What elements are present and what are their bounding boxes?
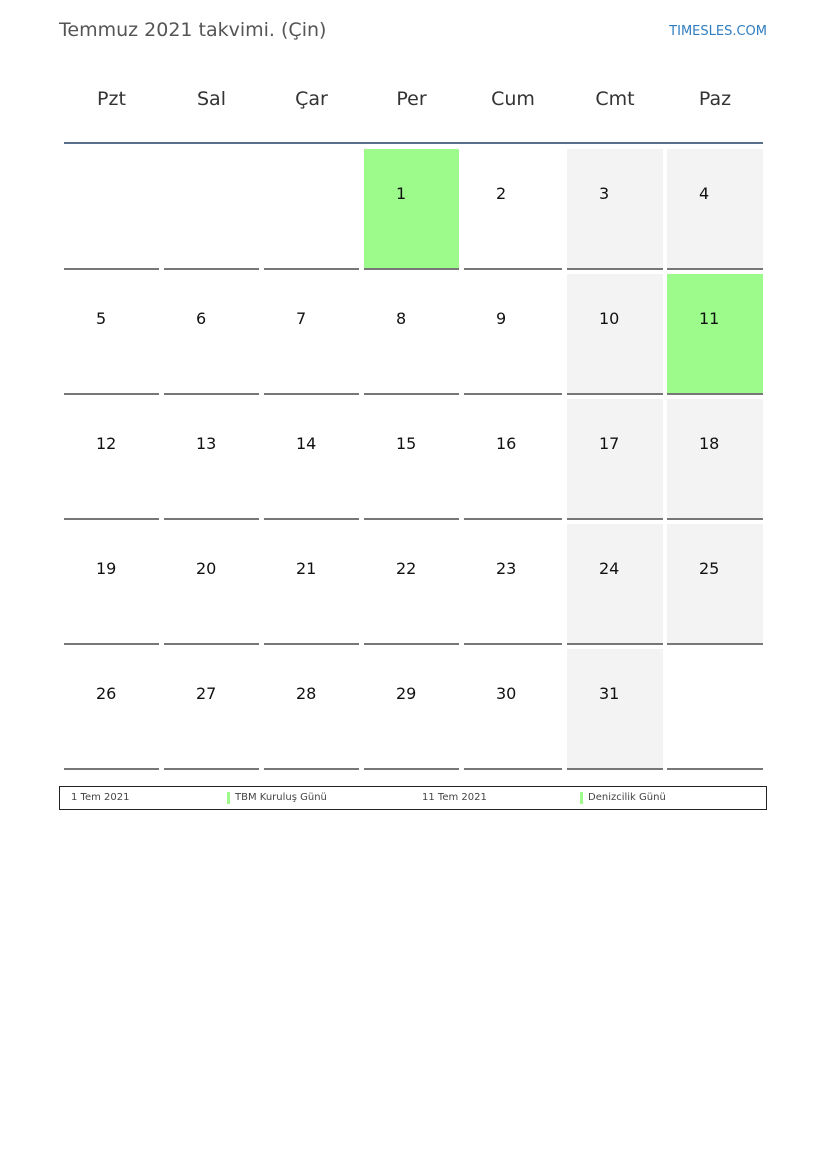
day-cell[interactable]: [667, 524, 763, 645]
weekday-fri: Cum: [491, 88, 535, 110]
day-number: 28: [296, 684, 317, 703]
day-number: 9: [496, 309, 507, 328]
empty-day-cell: [164, 149, 259, 270]
day-cell[interactable]: [264, 649, 359, 770]
weekday-wed: Çar: [295, 88, 328, 110]
weekday-thu: Per: [396, 88, 427, 110]
holiday-color-marker: [580, 792, 583, 804]
day-number: 20: [196, 559, 217, 578]
day-cell[interactable]: [464, 149, 562, 270]
day-cell[interactable]: [64, 274, 159, 395]
day-cell[interactable]: [464, 524, 562, 645]
day-number: 22: [396, 559, 417, 578]
day-number: 23: [496, 559, 517, 578]
holiday-day-cell[interactable]: [667, 274, 763, 395]
day-number: 7: [296, 309, 307, 328]
day-cell[interactable]: [667, 399, 763, 520]
brand-link[interactable]: TIMESLES.COM: [669, 24, 767, 39]
weekday-sat: Cmt: [595, 88, 635, 110]
day-cell[interactable]: [364, 399, 459, 520]
day-number: 10: [599, 309, 620, 328]
day-cell[interactable]: [264, 274, 359, 395]
day-number: 14: [296, 434, 317, 453]
weekday-tue: Sal: [197, 88, 226, 110]
day-number: 24: [599, 559, 620, 578]
page-title: Temmuz 2021 takvimi. (Çin): [59, 19, 327, 41]
legend-holiday-name: TBM Kuruluş Günü: [235, 792, 327, 803]
day-cell[interactable]: [64, 649, 159, 770]
day-cell[interactable]: [364, 649, 459, 770]
empty-day-cell: [264, 149, 359, 270]
weekday-sun: Paz: [698, 88, 732, 110]
header-divider: [64, 142, 763, 144]
day-number: 8: [396, 309, 407, 328]
day-number: 26: [96, 684, 117, 703]
holiday-legend: [59, 786, 767, 810]
day-cell[interactable]: [567, 524, 663, 645]
day-cell[interactable]: [567, 274, 663, 395]
day-cell[interactable]: [164, 274, 259, 395]
day-number: 17: [599, 434, 620, 453]
legend-holiday-name: Denizcilik Günü: [588, 792, 666, 803]
day-cell[interactable]: [567, 149, 663, 270]
day-number: 3: [599, 184, 610, 203]
day-number: 27: [196, 684, 217, 703]
day-number: 1: [396, 184, 407, 203]
day-number: 15: [396, 434, 417, 453]
day-cell[interactable]: [464, 274, 562, 395]
day-cell[interactable]: [667, 149, 763, 270]
day-number: 21: [296, 559, 317, 578]
day-number: 30: [496, 684, 517, 703]
day-number: 5: [96, 309, 107, 328]
day-number: 6: [196, 309, 207, 328]
empty-day-cell: [667, 649, 763, 770]
holiday-day-cell[interactable]: [364, 149, 459, 270]
weekday-header-row: [64, 88, 763, 120]
day-number: 16: [496, 434, 517, 453]
holiday-color-marker: [227, 792, 230, 804]
day-cell[interactable]: [464, 649, 562, 770]
legend-date: 1 Tem 2021: [71, 792, 130, 803]
day-cell[interactable]: [264, 524, 359, 645]
legend-date: 11 Tem 2021: [422, 792, 487, 803]
day-cell[interactable]: [64, 399, 159, 520]
weekday-mon: Pzt: [97, 88, 126, 110]
day-number: 2: [496, 184, 507, 203]
day-cell[interactable]: [464, 399, 562, 520]
day-cell[interactable]: [364, 274, 459, 395]
day-cell[interactable]: [164, 649, 259, 770]
day-number: 25: [699, 559, 720, 578]
day-cell[interactable]: [64, 524, 159, 645]
day-number: 12: [96, 434, 117, 453]
day-number: 19: [96, 559, 117, 578]
day-cell[interactable]: [567, 649, 663, 770]
day-cell[interactable]: [567, 399, 663, 520]
day-cell[interactable]: [164, 399, 259, 520]
day-number: 11: [699, 309, 720, 328]
day-number: 31: [599, 684, 620, 703]
day-cell[interactable]: [164, 524, 259, 645]
empty-day-cell: [64, 149, 159, 270]
day-cell[interactable]: [364, 524, 459, 645]
day-number: 4: [699, 184, 710, 203]
day-cell[interactable]: [264, 399, 359, 520]
day-number: 29: [396, 684, 417, 703]
day-number: 13: [196, 434, 217, 453]
day-number: 18: [699, 434, 720, 453]
